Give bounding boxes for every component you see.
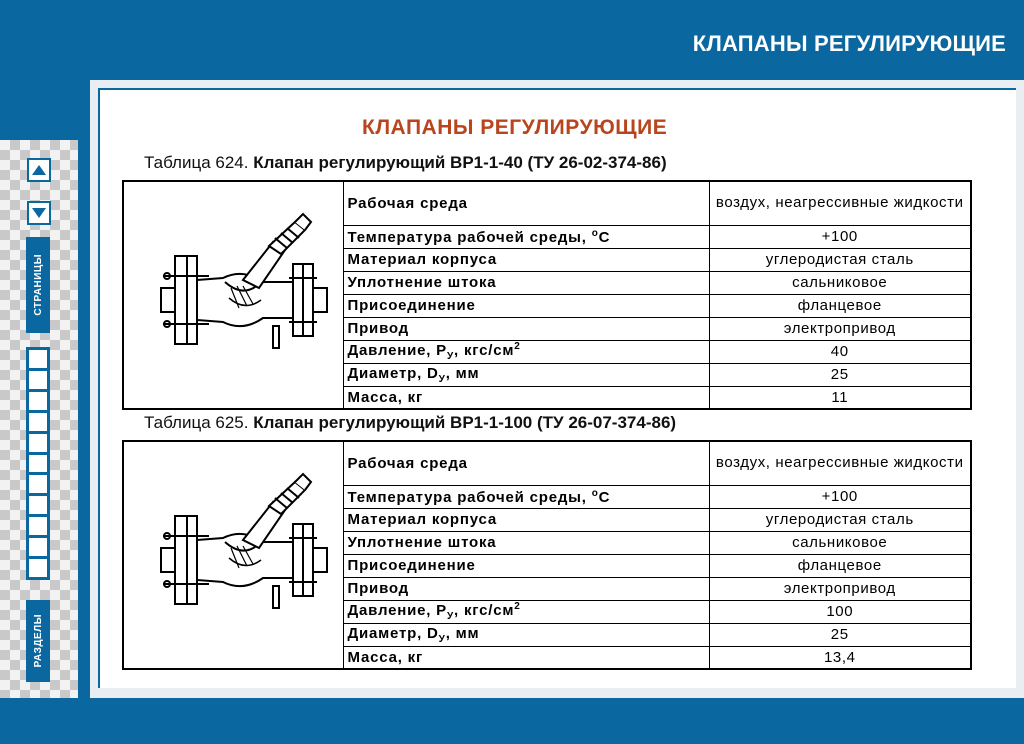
property-value: 13,4 <box>709 646 971 669</box>
property-name-part: У <box>447 351 455 362</box>
property-name <box>343 386 709 409</box>
property-name-part: о <box>591 487 599 499</box>
table-caption-title: Клапан регулирующий ВР1-1-40 (ТУ 26-02-374-86) <box>253 153 667 172</box>
property-name <box>343 294 709 317</box>
pages-tab-label: СТРАНИЦЫ <box>32 254 44 316</box>
property-name-part: Давление, Р <box>347 602 447 619</box>
table-caption-prefix: Таблица 624. <box>144 153 249 172</box>
valve-drawing-icon <box>133 208 333 378</box>
property-name <box>343 248 709 271</box>
page-index-strip <box>26 347 50 580</box>
property-name <box>343 577 709 600</box>
property-name <box>343 600 709 623</box>
page-title: КЛАПАНЫ РЕГУЛИРУЮЩИЕ <box>362 116 668 139</box>
table-caption-title: Клапан регулирующий ВР1-1-100 (ТУ 26-07-374-86) <box>253 413 677 432</box>
property-name-part: , мм <box>445 364 480 382</box>
page-index-cell[interactable] <box>29 413 47 431</box>
property-name-part: 2 <box>514 601 521 612</box>
page-index-cell[interactable] <box>29 350 47 368</box>
property-name-part: У <box>438 373 446 385</box>
table-caption <box>144 153 667 173</box>
footer-bar <box>0 698 1024 744</box>
property-name-part: Рабочая среда <box>347 454 468 472</box>
page-index-cell[interactable] <box>29 538 47 556</box>
property-value: углеродистая сталь <box>709 508 971 531</box>
property-name-part: Диаметр, D <box>347 364 439 382</box>
property-name-part: Уплотнение штока <box>347 274 497 291</box>
property-value: 11 <box>709 386 971 409</box>
property-name-part: , мм <box>445 624 480 642</box>
table-caption <box>144 413 676 433</box>
property-name-part: У <box>447 611 455 622</box>
page-index-cell[interactable] <box>29 475 47 493</box>
property-value: воздух, неагрессивные жидкости <box>709 181 971 225</box>
property-value: воздух, неагрессивные жидкости <box>709 441 971 485</box>
property-name <box>343 646 709 669</box>
property-name <box>343 340 709 363</box>
property-value: электропривод <box>709 317 971 340</box>
property-name <box>343 181 709 225</box>
page-index-cell[interactable] <box>29 392 47 410</box>
property-value: углеродистая сталь <box>709 248 971 271</box>
property-name-part: о <box>591 227 599 239</box>
page-index-cell[interactable] <box>29 455 47 473</box>
property-name-part: Материал корпуса <box>347 251 497 268</box>
property-name-part: Присоединение <box>347 297 476 314</box>
property-name <box>343 317 709 340</box>
property-name-part: Температура рабочей среды, <box>347 488 587 506</box>
property-value: 100 <box>709 600 971 623</box>
valve-drawing-icon <box>133 468 333 638</box>
property-value: 25 <box>709 363 971 386</box>
property-name <box>343 508 709 531</box>
page-index-cell[interactable] <box>29 517 47 535</box>
property-name-part: , кгс/см <box>454 602 515 619</box>
arrow-down-icon[interactable] <box>27 201 51 225</box>
valve-image-cell <box>123 441 343 669</box>
property-name <box>343 363 709 386</box>
property-name <box>343 225 709 248</box>
property-name <box>343 271 709 294</box>
property-name-part: Привод <box>347 320 409 337</box>
sections-tab-label: РАЗДЕЛЫ <box>32 614 44 668</box>
page-index-cell[interactable] <box>29 496 47 514</box>
table-row <box>123 181 971 225</box>
spec-table <box>122 180 972 410</box>
page-index-cell[interactable] <box>29 371 47 389</box>
valve-image-cell <box>123 181 343 409</box>
property-value: сальниковое <box>709 531 971 554</box>
property-name-part: Давление, Р <box>347 342 447 359</box>
property-name-part: Материал корпуса <box>347 511 497 528</box>
property-value: электропривод <box>709 577 971 600</box>
property-name <box>343 623 709 646</box>
property-name <box>343 485 709 508</box>
property-name-part: С <box>598 488 611 506</box>
property-value: +100 <box>709 485 971 508</box>
table-row <box>123 441 971 485</box>
arrow-up-icon[interactable] <box>27 158 51 182</box>
page-index-cell[interactable] <box>29 434 47 452</box>
property-value: фланцевое <box>709 554 971 577</box>
property-name-part: У <box>438 633 446 645</box>
property-name-part: Уплотнение штока <box>347 534 497 551</box>
property-name <box>343 531 709 554</box>
property-value: 25 <box>709 623 971 646</box>
sections-tab[interactable] <box>26 600 50 682</box>
property-name-part: Присоединение <box>347 557 476 574</box>
property-name-part: Масса, кг <box>347 648 424 666</box>
property-name-part: Диаметр, D <box>347 624 439 642</box>
header-title: КЛАПАНЫ РЕГУЛИРУЮЩИЕ <box>692 31 1006 56</box>
property-name <box>343 441 709 485</box>
header-bar <box>0 0 1024 80</box>
property-name-part: Привод <box>347 580 409 597</box>
property-value: фланцевое <box>709 294 971 317</box>
property-name-part: Температура рабочей среды, <box>347 228 587 246</box>
property-name <box>343 554 709 577</box>
property-name-part: С <box>598 228 611 246</box>
property-name-part: Масса, кг <box>347 388 424 406</box>
property-value: 40 <box>709 340 971 363</box>
page-index-cell[interactable] <box>29 559 47 577</box>
property-value: +100 <box>709 225 971 248</box>
table-caption-prefix: Таблица 625. <box>144 413 249 432</box>
property-value: сальниковое <box>709 271 971 294</box>
property-name-part: Рабочая среда <box>347 194 468 212</box>
property-name-part: 2 <box>514 341 521 352</box>
property-name-part: , кгс/см <box>454 342 515 359</box>
spec-table <box>122 440 972 670</box>
pages-tab[interactable] <box>26 237 50 333</box>
